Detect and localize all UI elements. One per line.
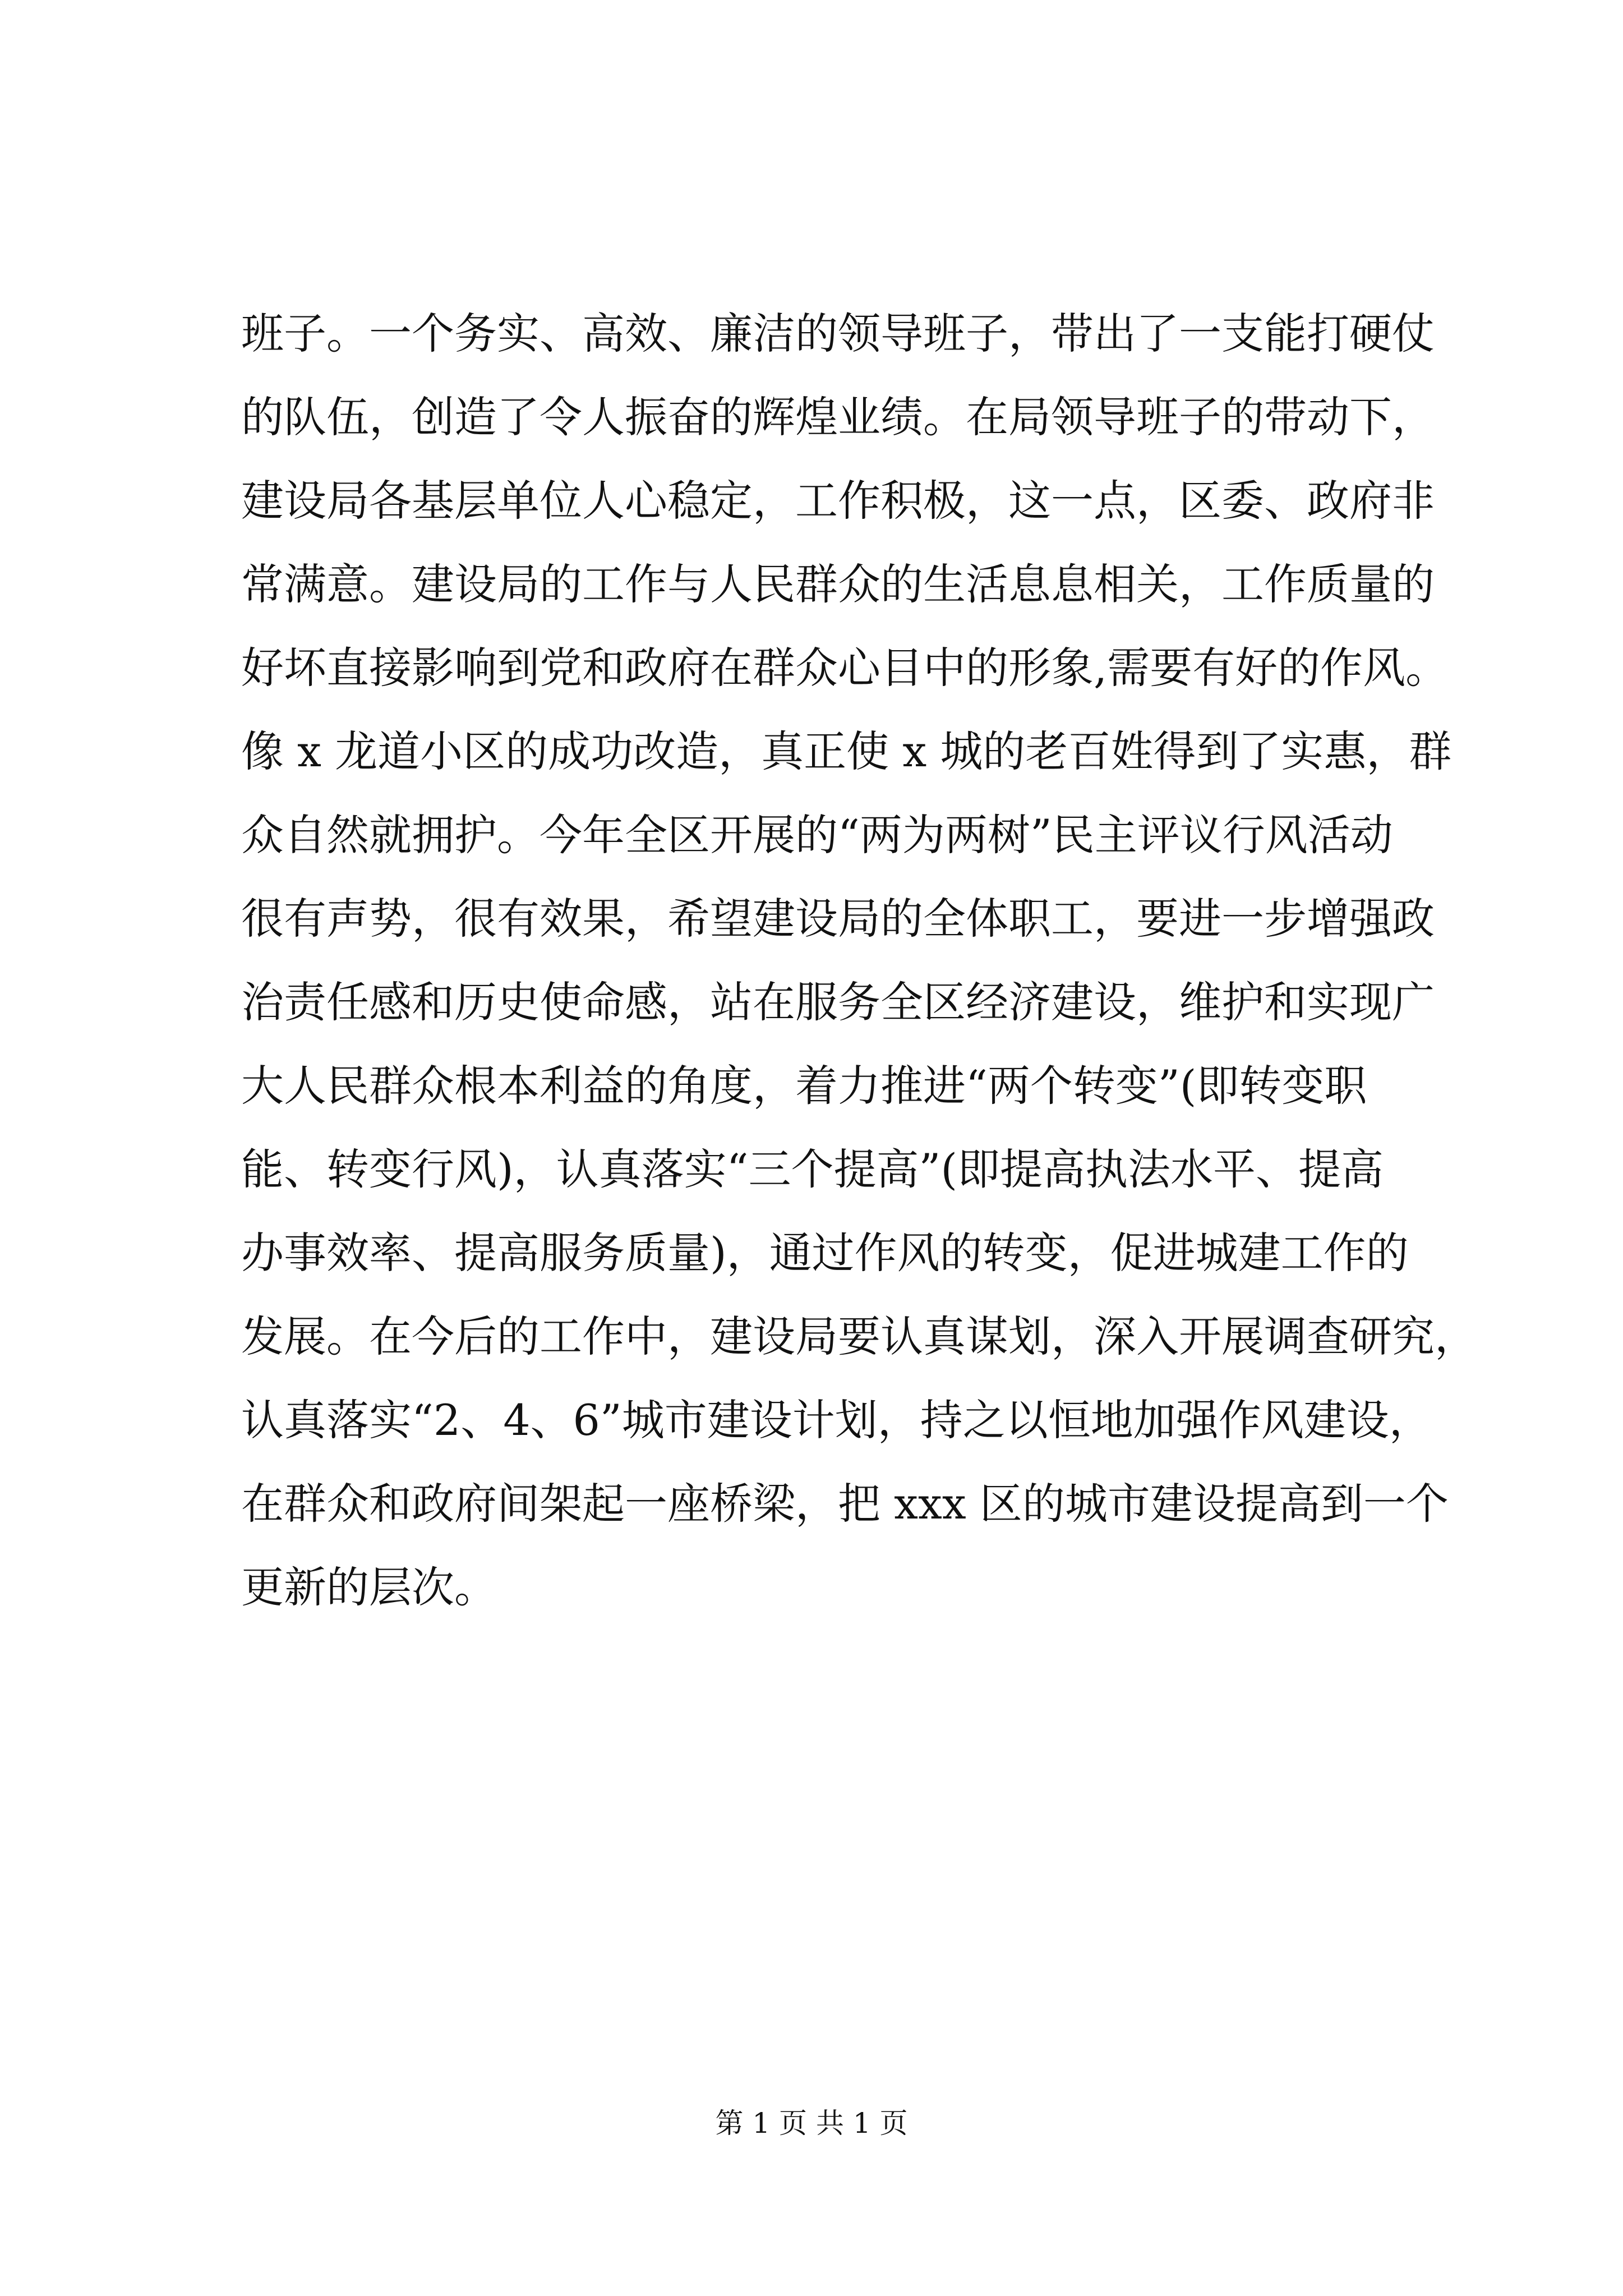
text-line: 众自然就拥护。今年全区开展的“两为两树”民主评议行风活动 [241, 810, 1393, 860]
text-line: 认真落实“2、4、6”城市建设计划，持之以恒地加强作风建设， [241, 1395, 1432, 1445]
text-line: 班子。一个务实、高效、廉洁的领导班子，带出了一支能打硬仗 [241, 309, 1435, 358]
text-line: 的队伍，创造了令人振奋的辉煌业绩。在局领导班子的带动下， [241, 392, 1435, 442]
page-footer: 第 1 页 共 1 页 [715, 2107, 908, 2139]
text-line: 更新的层次。 [241, 1562, 497, 1612]
text-line: 治责任感和历史使命感，站在服务全区经济建设，维护和实现广 [241, 977, 1435, 1027]
text-line: 能、转变行风)，认真落实“三个提高”(即提高执法水平、提高 [241, 1144, 1384, 1194]
text-line: 办事效率、提高服务质量)，通过作风的转变，促进城建工作的 [241, 1228, 1409, 1278]
text-line: 建设局各基层单位人心稳定，工作积极，这一点，区委、政府非 [241, 476, 1435, 526]
text-line: 常满意。建设局的工作与人民群众的生活息息相关，工作质量的 [241, 559, 1435, 609]
text-line: 在群众和政府间架起一座桥梁，把 xxx 区的城市建设提高到一个 [241, 1479, 1449, 1529]
text-line: 很有声势，很有效果，希望建设局的全体职工，要进一步增强政 [241, 894, 1435, 944]
text-line: 发展。在今后的工作中，建设局要认真谋划，深入开展调查研究， [241, 1312, 1477, 1361]
body-paragraph [241, 292, 1477, 1629]
text-line: 大人民群众根本利益的角度，着力推进“两个转变”(即转变职 [241, 1061, 1367, 1111]
text-line: 好坏直接影响到党和政府在群众心目中的形象,需要有好的作风。 [241, 643, 1449, 693]
text-line: 像 x 龙道小区的成功改造，真正使 x 城的老百姓得到了实惠，群 [241, 726, 1452, 776]
